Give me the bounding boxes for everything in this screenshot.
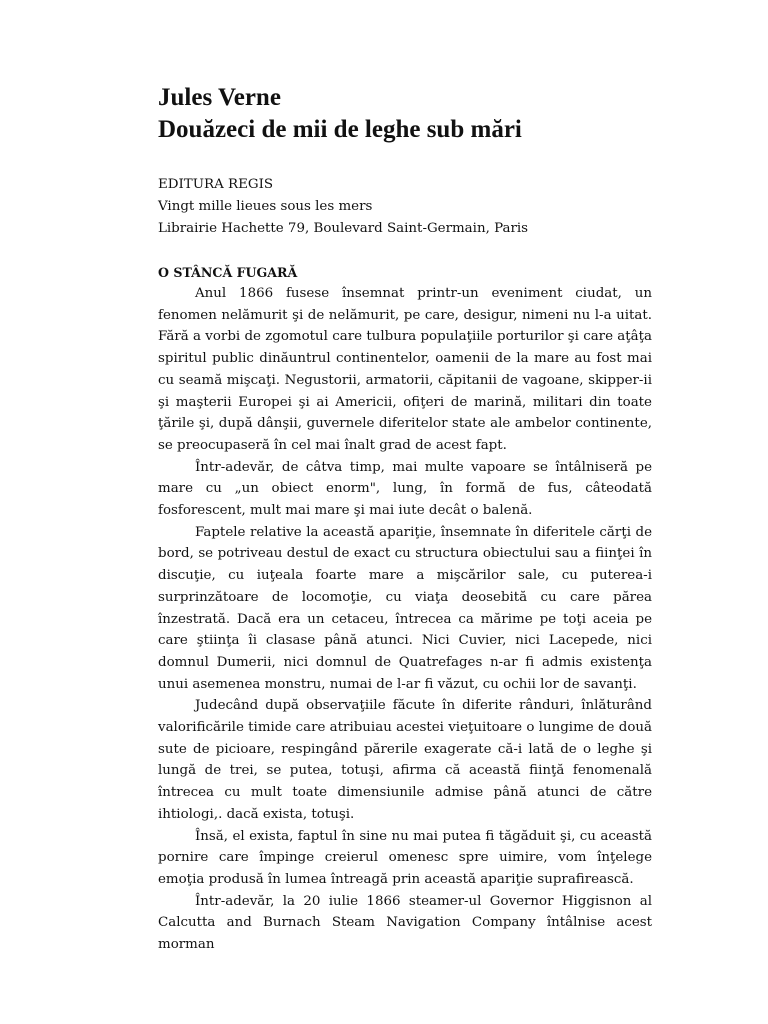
paragraph-5-text: Însă, el exista, faptul în sine nu mai putea fi tăgăduit şi, cu această pornire care împinge creierul omenesc spre uimire, vom înţelege emoţia produsă în lumea întreagă prin această apariţie suprafirească. (158, 828, 652, 887)
original-publisher: Librairie Hachette 79, Boulevard Saint-Germain, Paris (158, 221, 529, 236)
publisher-name: EDITURA REGIS (158, 177, 274, 192)
book-title: Douăzeci de mii de leghe sub mări (158, 116, 522, 143)
publication-info (158, 174, 652, 240)
body-text (158, 283, 652, 956)
paragraph-4-text: Judecând după observaţiile făcute în diferite rânduri, înlăturând valorificările timide care atribuiau acestei vieţuitoare o lungime de două sute de picioare, respingând părerile exagerate că-i lată de o leghe şi lungă de trei, se putea, totuşi, afirma că această fiinţă fenomenală întrecea cu mult toate dimensiunile admise până atunci de către ihtiologi,. dacă exista, totuşi. (158, 698, 652, 822)
paragraph-6-text: Într-adevăr, la 20 iulie 1866 steamer-ul Governor Higgisnon al Calcutta and Burnach Steam Navigation Company întâlnise acest morman (158, 893, 652, 953)
author-name: Jules Verne (158, 84, 281, 111)
original-title: Vingt mille lieues sous les mers (158, 199, 373, 214)
document-page (158, 82, 652, 956)
paragraph-2-text: Într-adevăr, de câtva timp, mai multe vapoare se întâlniseră pe mare cu „un obiect enorm", lung, în formă de fus, câteodată fosforescent, mult mai mare şi mai iute decât o balenă. (158, 459, 652, 519)
paragraph-3-text: Faptele relative la această apariţie, însemnate în diferitele cărţi de bord, se potriveau destul de exact cu structura obiectului sau a fiinţei în discuţie, cu iuţeala foarte mare a mişcărilor sale, cu puterea-i surprinzătoare de locomoţie, cu viaţa deosebită cu care părea înzestrată. Dacă era un cetaceu, întrecea ca mărime pe toţi aceia pe care ştiinţa îi clasase până atunci. Nici Cuvier, nici Lacepede, nici domnul Dumerii, nici domnul de Quatrefages n-ar fi admis existenţa unui asemenea monstru, numai de l-ar fi văzut, cu ochii lor de savanţi. (158, 524, 652, 692)
paragraph-6 (158, 891, 652, 956)
paragraph-1 (158, 283, 652, 457)
chapter-title: O STÂNCĂ FUGARĂ (158, 265, 298, 280)
paragraph-1-text: Anul 1866 fusese însemnat printr-un eveniment ciudat, un fenomen nelămurit şi de nelămurit, pe care, desigur, nimeni nu l-a uitat. Fără a vorbi de zgomotul care tulbura populaţiile porturilor şi care aţâţa spiritul public dinăuntrul continentelor, oamenii de la mare au fost mai cu seamă mişcaţi. Negustorii, armatorii, căpitanii de vagoane, skipper-ii şi maşterii Europei şi ai Americii, ofiţeri de marină, militari din toate ţările şi, după dânşii, guvernele diferitelor state ale ambelor continente, se preocupaseră în cel mai înalt grad de acest fapt. (158, 286, 652, 453)
paragraph-3 (158, 522, 652, 696)
paragraph-2 (158, 457, 652, 522)
paragraph-4 (158, 695, 652, 825)
paragraph-5 (158, 826, 652, 891)
